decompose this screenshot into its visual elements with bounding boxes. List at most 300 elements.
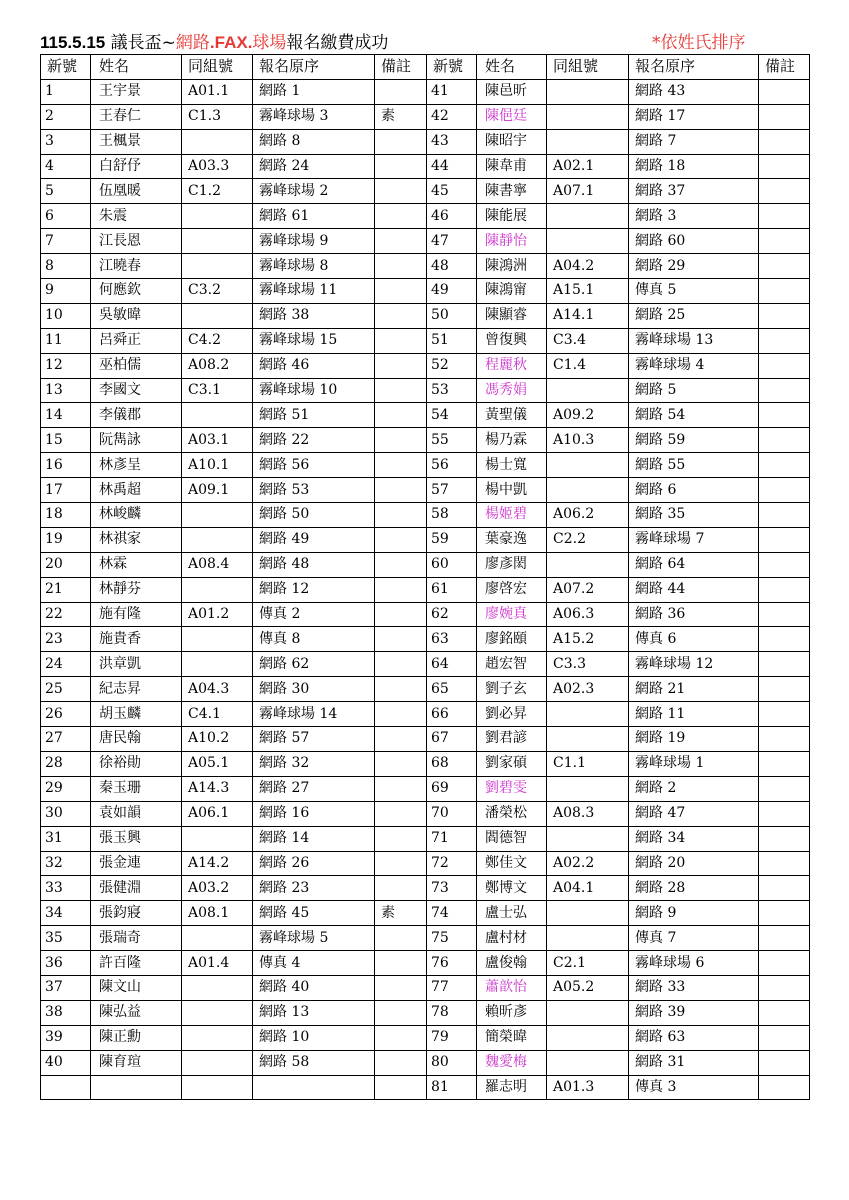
- cell-group: [182, 577, 253, 602]
- cell-order: 網路 11: [629, 702, 759, 727]
- cell-group: [182, 527, 253, 552]
- cell-no: 15: [41, 428, 91, 453]
- cell-name: 陳能展: [477, 204, 547, 229]
- cell-note: [759, 129, 810, 154]
- cell-order: 網路 39: [629, 1000, 759, 1025]
- cell-name: 陳俋廷: [477, 104, 547, 129]
- cell-name: 張鈞寢: [91, 901, 182, 926]
- cell-no: 66: [427, 702, 477, 727]
- cell-name: 林靜芬: [91, 577, 182, 602]
- cell-name: 陳文山: [91, 975, 182, 1000]
- cell-name: 楊中凱: [477, 478, 547, 503]
- cell-name: 江曉春: [91, 254, 182, 279]
- cell-note: [375, 1050, 427, 1075]
- cell-note: [759, 876, 810, 901]
- cell-note: [759, 378, 810, 403]
- title-event: 議長盃~: [110, 33, 176, 53]
- cell-order: 網路 30: [253, 677, 375, 702]
- cell-no: 47: [427, 229, 477, 254]
- cell-name: 施貴香: [91, 627, 182, 652]
- cell-name: 劉必昇: [477, 702, 547, 727]
- cell-no: 63: [427, 627, 477, 652]
- cell-order: 網路 60: [629, 229, 759, 254]
- cell-no: 32: [41, 851, 91, 876]
- table-row: [41, 279, 810, 304]
- cell-no: 19: [41, 527, 91, 552]
- cell-no: 73: [427, 876, 477, 901]
- cell-name: 楊士寬: [477, 453, 547, 478]
- cell-no: 51: [427, 328, 477, 353]
- cell-note: [375, 975, 427, 1000]
- cell-group: [182, 975, 253, 1000]
- cell-name: 鄭博文: [477, 876, 547, 901]
- cell-group: A04.3: [182, 677, 253, 702]
- table-row: [41, 951, 810, 976]
- cell-order: 霧峰球場 5: [253, 926, 375, 951]
- cell-order: 傳真 7: [629, 926, 759, 951]
- cell-name: 陳韋甫: [477, 154, 547, 179]
- cell-group: [182, 627, 253, 652]
- cell-note: [759, 677, 810, 702]
- cell-no: 37: [41, 975, 91, 1000]
- col-header-number: 新號: [427, 55, 477, 80]
- cell-group: [547, 1025, 629, 1050]
- cell-order: 網路 28: [629, 876, 759, 901]
- cell-order: 霧峰球場 7: [629, 527, 759, 552]
- cell-name: 劉子玄: [477, 677, 547, 702]
- cell-note: [759, 951, 810, 976]
- cell-name: 徐裕勛: [91, 751, 182, 776]
- cell-no: 9: [41, 279, 91, 304]
- cell-group: [547, 229, 629, 254]
- cell-no: 26: [41, 702, 91, 727]
- cell-group: [547, 478, 629, 503]
- cell-order: 網路 6: [629, 478, 759, 503]
- cell-name: 林峻麟: [91, 503, 182, 528]
- cell-name: 陳鴻甯: [477, 279, 547, 304]
- cell-no: 39: [41, 1025, 91, 1050]
- table-row: [41, 901, 810, 926]
- cell-group: A06.1: [182, 801, 253, 826]
- cell-no: 62: [427, 602, 477, 627]
- cell-group: C3.4: [547, 328, 629, 353]
- table-row: [41, 353, 810, 378]
- cell-order: 霧峰球場 15: [253, 328, 375, 353]
- cell-note: [375, 129, 427, 154]
- cell-name: 林禹超: [91, 478, 182, 503]
- cell-name: 張健淵: [91, 876, 182, 901]
- cell-no: 50: [427, 303, 477, 328]
- cell-order: 網路 32: [253, 751, 375, 776]
- cell-no: 81: [427, 1075, 477, 1100]
- cell-no: 57: [427, 478, 477, 503]
- table-row: [41, 776, 810, 801]
- cell-name: 簡榮暐: [477, 1025, 547, 1050]
- cell-note: [375, 503, 427, 528]
- cell-order: 網路 13: [253, 1000, 375, 1025]
- cell-group: [182, 1025, 253, 1050]
- cell-note: [759, 279, 810, 304]
- title-channel-fax: .FAX.: [209, 33, 253, 52]
- cell-note: [759, 652, 810, 677]
- cell-name: 張瑞奇: [91, 926, 182, 951]
- cell-group: A05.2: [547, 975, 629, 1000]
- cell-order: 網路 34: [629, 826, 759, 851]
- cell-name: 馮秀娟: [477, 378, 547, 403]
- cell-note: [375, 303, 427, 328]
- cell-no: 55: [427, 428, 477, 453]
- cell-note: [759, 901, 810, 926]
- cell-group: [547, 1000, 629, 1025]
- cell-name: 巫柏儒: [91, 353, 182, 378]
- table-row: [41, 453, 810, 478]
- cell-order: 網路 27: [253, 776, 375, 801]
- cell-order: 網路 35: [629, 503, 759, 528]
- cell-name: 何應欽: [91, 279, 182, 304]
- cell-order: 霧峰球場 2: [253, 179, 375, 204]
- cell-group: C4.2: [182, 328, 253, 353]
- cell-name: 黃聖儀: [477, 403, 547, 428]
- cell-order: 網路 22: [253, 428, 375, 453]
- cell-group: A15.2: [547, 627, 629, 652]
- cell-note: [759, 303, 810, 328]
- cell-group: [182, 1000, 253, 1025]
- cell-order: 網路 23: [253, 876, 375, 901]
- table-row: [41, 478, 810, 503]
- cell-group: A08.2: [182, 353, 253, 378]
- table-row: [41, 303, 810, 328]
- cell-no: 45: [427, 179, 477, 204]
- cell-group: A09.1: [182, 478, 253, 503]
- title-channel-online: 網路: [175, 33, 210, 53]
- cell-name: 呂舜正: [91, 328, 182, 353]
- cell-order: 網路 53: [253, 478, 375, 503]
- cell-name: 袁如韻: [91, 801, 182, 826]
- cell-order: 網路 36: [629, 602, 759, 627]
- cell-name: 潘榮松: [477, 801, 547, 826]
- col-header-name: 姓名: [91, 55, 182, 80]
- cell-name: 楊姬碧: [477, 503, 547, 528]
- table-row: [41, 378, 810, 403]
- cell-name: 羅志明: [477, 1075, 547, 1100]
- cell-name: 魏愛梅: [477, 1050, 547, 1075]
- cell-group: C3.2: [182, 279, 253, 304]
- cell-no: 17: [41, 478, 91, 503]
- cell-note: [759, 776, 810, 801]
- cell-no: 14: [41, 403, 91, 428]
- cell-note: [759, 428, 810, 453]
- cell-order: 網路 24: [253, 154, 375, 179]
- cell-no: 38: [41, 1000, 91, 1025]
- cell-name: 唐民翰: [91, 727, 182, 752]
- cell-group: A05.1: [182, 751, 253, 776]
- cell-no: 79: [427, 1025, 477, 1050]
- cell-no: 71: [427, 826, 477, 851]
- cell-order: 傳真 6: [629, 627, 759, 652]
- cell-no: 24: [41, 652, 91, 677]
- table-row: [41, 428, 810, 453]
- cell-group: A10.2: [182, 727, 253, 752]
- cell-no: 35: [41, 926, 91, 951]
- cell-note: [759, 627, 810, 652]
- cell-order: 網路 57: [253, 727, 375, 752]
- cell-no: 53: [427, 378, 477, 403]
- cell-note: [759, 328, 810, 353]
- cell-no: 21: [41, 577, 91, 602]
- cell-order: 網路 19: [629, 727, 759, 752]
- cell-name: 陳育瑄: [91, 1050, 182, 1075]
- cell-note: 素: [375, 104, 427, 129]
- table-row: [41, 403, 810, 428]
- cell-group: C1.2: [182, 179, 253, 204]
- cell-note: [759, 478, 810, 503]
- cell-group: A07.2: [547, 577, 629, 602]
- table-row: [41, 1000, 810, 1025]
- cell-note: [759, 1050, 810, 1075]
- cell-order: 網路 3: [629, 204, 759, 229]
- cell-no: 7: [41, 229, 91, 254]
- registration-table: [40, 54, 810, 1100]
- cell-name: [91, 1075, 182, 1100]
- cell-group: A14.1: [547, 303, 629, 328]
- cell-group: A10.3: [547, 428, 629, 453]
- cell-no: 27: [41, 727, 91, 752]
- cell-note: [375, 154, 427, 179]
- cell-order: 霧峰球場 3: [253, 104, 375, 129]
- cell-name: 李儀郡: [91, 403, 182, 428]
- cell-no: 59: [427, 527, 477, 552]
- cell-order: 網路 31: [629, 1050, 759, 1075]
- cell-note: [759, 403, 810, 428]
- cell-group: [547, 204, 629, 229]
- cell-order: 網路 7: [629, 129, 759, 154]
- col-header-number: 新號: [41, 55, 91, 80]
- cell-order: 霧峰球場 13: [629, 328, 759, 353]
- cell-name: 劉君諺: [477, 727, 547, 752]
- cell-order: 網路 54: [629, 403, 759, 428]
- cell-name: 胡玉麟: [91, 702, 182, 727]
- cell-group: A15.1: [547, 279, 629, 304]
- cell-note: [375, 751, 427, 776]
- table-row: [41, 975, 810, 1000]
- cell-name: 李國文: [91, 378, 182, 403]
- cell-name: 廖彥閎: [477, 552, 547, 577]
- cell-no: 78: [427, 1000, 477, 1025]
- title-status: 報名繳費成功: [286, 33, 389, 53]
- col-header-group: 同組號: [182, 55, 253, 80]
- table-row: [41, 652, 810, 677]
- cell-group: A14.2: [182, 851, 253, 876]
- col-header-order: 報名原序: [253, 55, 375, 80]
- table-row: [41, 677, 810, 702]
- cell-name: 王宇景: [91, 79, 182, 104]
- cell-name: 林霖: [91, 552, 182, 577]
- cell-note: [375, 279, 427, 304]
- cell-note: [375, 876, 427, 901]
- cell-no: 75: [427, 926, 477, 951]
- cell-note: [375, 353, 427, 378]
- cell-note: [759, 254, 810, 279]
- cell-group: C2.2: [547, 527, 629, 552]
- cell-name: 鄭佳文: [477, 851, 547, 876]
- cell-order: 網路 40: [253, 975, 375, 1000]
- cell-name: 阮雋詠: [91, 428, 182, 453]
- cell-order: 霧峰球場 14: [253, 702, 375, 727]
- cell-note: [759, 353, 810, 378]
- cell-note: [759, 552, 810, 577]
- cell-note: [375, 776, 427, 801]
- cell-note: [375, 826, 427, 851]
- cell-order: 網路 10: [253, 1025, 375, 1050]
- table-row: [41, 552, 810, 577]
- cell-group: [547, 129, 629, 154]
- cell-group: [547, 378, 629, 403]
- cell-group: [182, 229, 253, 254]
- cell-group: A07.1: [547, 179, 629, 204]
- cell-no: 54: [427, 403, 477, 428]
- cell-name: 廖銘頤: [477, 627, 547, 652]
- cell-no: 49: [427, 279, 477, 304]
- cell-note: [375, 951, 427, 976]
- cell-order: 網路 50: [253, 503, 375, 528]
- cell-group: A03.3: [182, 154, 253, 179]
- cell-group: A03.1: [182, 428, 253, 453]
- cell-note: [375, 1025, 427, 1050]
- cell-name: 盧俊翰: [477, 951, 547, 976]
- cell-note: [759, 751, 810, 776]
- cell-name: 江長恩: [91, 229, 182, 254]
- cell-note: [759, 727, 810, 752]
- cell-group: [182, 1075, 253, 1100]
- cell-order: 網路 20: [629, 851, 759, 876]
- cell-name: 王楓景: [91, 129, 182, 154]
- cell-note: [759, 179, 810, 204]
- table-row: [41, 154, 810, 179]
- cell-note: [759, 1075, 810, 1100]
- cell-name: 林彥呈: [91, 453, 182, 478]
- cell-name: 許百隆: [91, 951, 182, 976]
- cell-group: A01.4: [182, 951, 253, 976]
- cell-note: [375, 254, 427, 279]
- cell-group: A06.3: [547, 602, 629, 627]
- col-header-note: 備註: [375, 55, 427, 80]
- cell-note: [759, 79, 810, 104]
- title-channel-court: 球場: [252, 33, 287, 53]
- cell-no: 2: [41, 104, 91, 129]
- cell-name: 張金連: [91, 851, 182, 876]
- cell-note: [759, 1000, 810, 1025]
- table-row: [41, 204, 810, 229]
- cell-note: [759, 229, 810, 254]
- cell-note: [759, 851, 810, 876]
- cell-order: 霧峰球場 11: [253, 279, 375, 304]
- cell-name: 劉碧雯: [477, 776, 547, 801]
- cell-group: [547, 104, 629, 129]
- title-date: 115.5.15: [40, 33, 106, 52]
- cell-no: 46: [427, 204, 477, 229]
- cell-name: 施有隆: [91, 602, 182, 627]
- table-row: [41, 851, 810, 876]
- cell-order: 網路 12: [253, 577, 375, 602]
- col-header-name: 姓名: [477, 55, 547, 80]
- table-row: [41, 1050, 810, 1075]
- cell-note: [375, 677, 427, 702]
- cell-group: A08.1: [182, 901, 253, 926]
- cell-order: 網路 61: [253, 204, 375, 229]
- cell-group: [547, 776, 629, 801]
- cell-no: 42: [427, 104, 477, 129]
- cell-group: A08.4: [182, 552, 253, 577]
- cell-note: [375, 552, 427, 577]
- cell-group: [547, 79, 629, 104]
- cell-group: A02.3: [547, 677, 629, 702]
- cell-note: [375, 1000, 427, 1025]
- cell-name: 秦玉珊: [91, 776, 182, 801]
- cell-no: 34: [41, 901, 91, 926]
- cell-no: 22: [41, 602, 91, 627]
- cell-name: 陳正勳: [91, 1025, 182, 1050]
- cell-group: [547, 453, 629, 478]
- cell-group: C1.1: [547, 751, 629, 776]
- cell-order: 霧峰球場 10: [253, 378, 375, 403]
- cell-order: 網路 5: [629, 378, 759, 403]
- table-row: [41, 876, 810, 901]
- cell-group: [547, 901, 629, 926]
- cell-no: 74: [427, 901, 477, 926]
- cell-order: 網路 58: [253, 1050, 375, 1075]
- page-title: [40, 30, 388, 56]
- cell-name: 陳書寧: [477, 179, 547, 204]
- cell-order: 網路 62: [253, 652, 375, 677]
- cell-name: 趙宏智: [477, 652, 547, 677]
- cell-note: [375, 1075, 427, 1100]
- cell-group: A06.2: [547, 503, 629, 528]
- cell-name: 陳邑昕: [477, 79, 547, 104]
- cell-group: [182, 503, 253, 528]
- table-row: [41, 129, 810, 154]
- cell-note: [375, 652, 427, 677]
- cell-no: 40: [41, 1050, 91, 1075]
- cell-order: 網路 46: [253, 353, 375, 378]
- cell-note: [375, 179, 427, 204]
- cell-group: A09.2: [547, 403, 629, 428]
- cell-no: 68: [427, 751, 477, 776]
- cell-note: [759, 826, 810, 851]
- table-body: [41, 79, 810, 1100]
- cell-order: 網路 8: [253, 129, 375, 154]
- cell-note: [375, 204, 427, 229]
- cell-name: 張玉興: [91, 826, 182, 851]
- cell-no: 76: [427, 951, 477, 976]
- cell-note: [375, 702, 427, 727]
- cell-no: 30: [41, 801, 91, 826]
- cell-group: [547, 826, 629, 851]
- cell-note: [759, 204, 810, 229]
- table-row: [41, 527, 810, 552]
- cell-order: 網路 29: [629, 254, 759, 279]
- cell-name: 廖啓宏: [477, 577, 547, 602]
- cell-group: A14.3: [182, 776, 253, 801]
- table-row: [41, 751, 810, 776]
- cell-no: 77: [427, 975, 477, 1000]
- table-row: [41, 1025, 810, 1050]
- cell-note: [759, 503, 810, 528]
- table-row: [41, 229, 810, 254]
- cell-group: [547, 727, 629, 752]
- cell-no: 25: [41, 677, 91, 702]
- cell-order: 網路 51: [253, 403, 375, 428]
- cell-order: 網路 33: [629, 975, 759, 1000]
